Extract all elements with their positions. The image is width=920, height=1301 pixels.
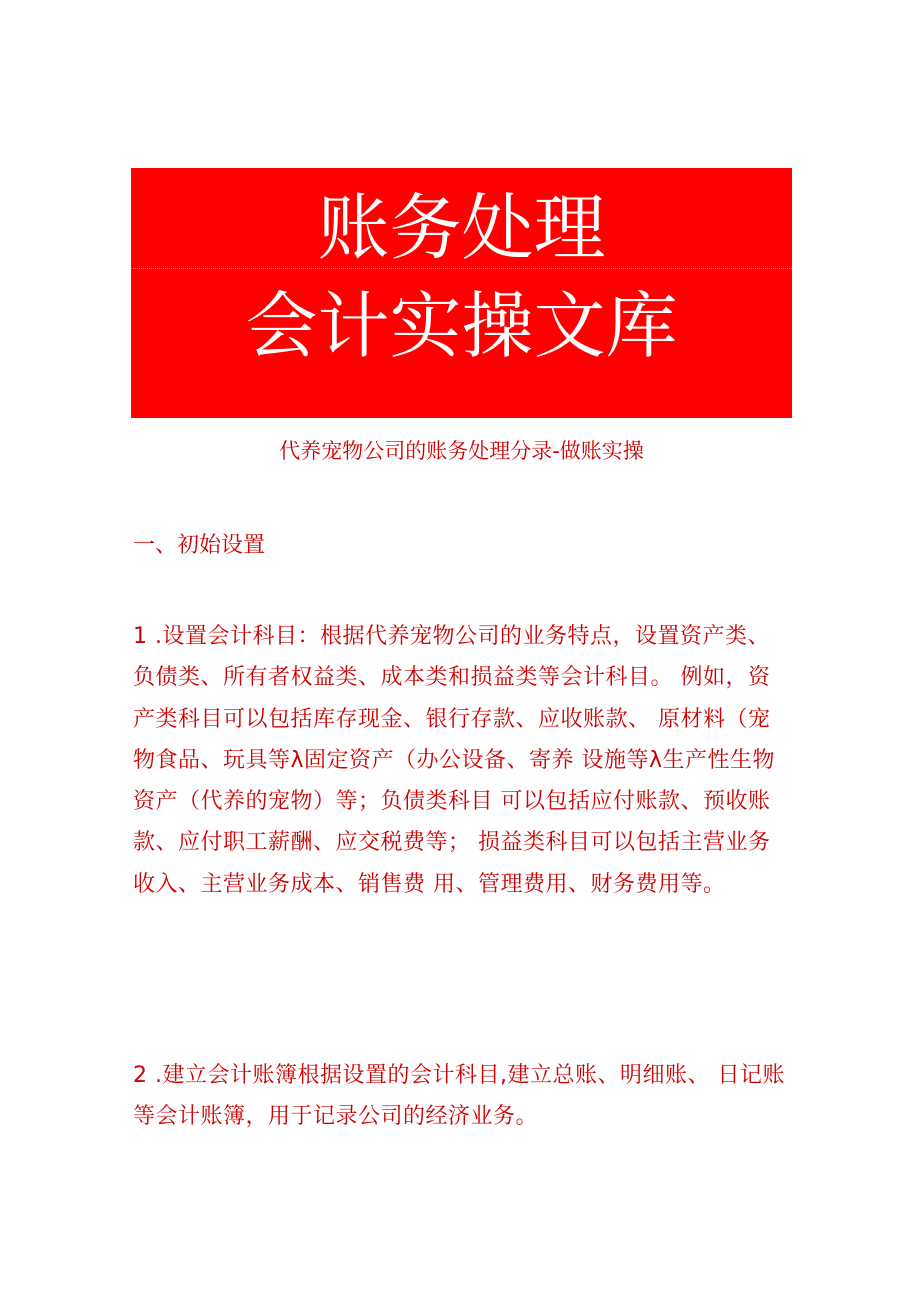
- banner-divider: [131, 268, 792, 269]
- paragraph-item-1: 1 .设置会计科目：根据代养宠物公司的业务特点，设置资产类、负债类、所有者权益类、成本类和损益类等会计科目。 例如，资产类科目可以包括库存现金、银行存款、应收账款、 原材料（宠物食品、玩具等λ固定资产（办公设备、寄养 设施等λ生产性生物资产（代养的宠物）等；负债类科目 可以包括应付账款、预收账款、应付职工薪酬、应交税费等； 损益类科目可以包括主营业务收入、主营业务成本、销售费 用、管理费用、财务费用等。: [133, 624, 776, 897]
- header-banner: [131, 168, 792, 418]
- section-heading: 一、初始设置: [133, 533, 266, 558]
- document-title: 代养宠物公司的账务处理分录-做账实操: [279, 439, 644, 463]
- banner-title-line1: 账务处理: [317, 186, 606, 270]
- paragraph-item-2: 2 .建立会计账簿根据设置的会计科目,建立总账、明细账、 日记账等会计账簿，用于记录公司的经济业务。: [133, 1063, 785, 1130]
- banner-title-line2: 会计实操文库: [245, 284, 678, 368]
